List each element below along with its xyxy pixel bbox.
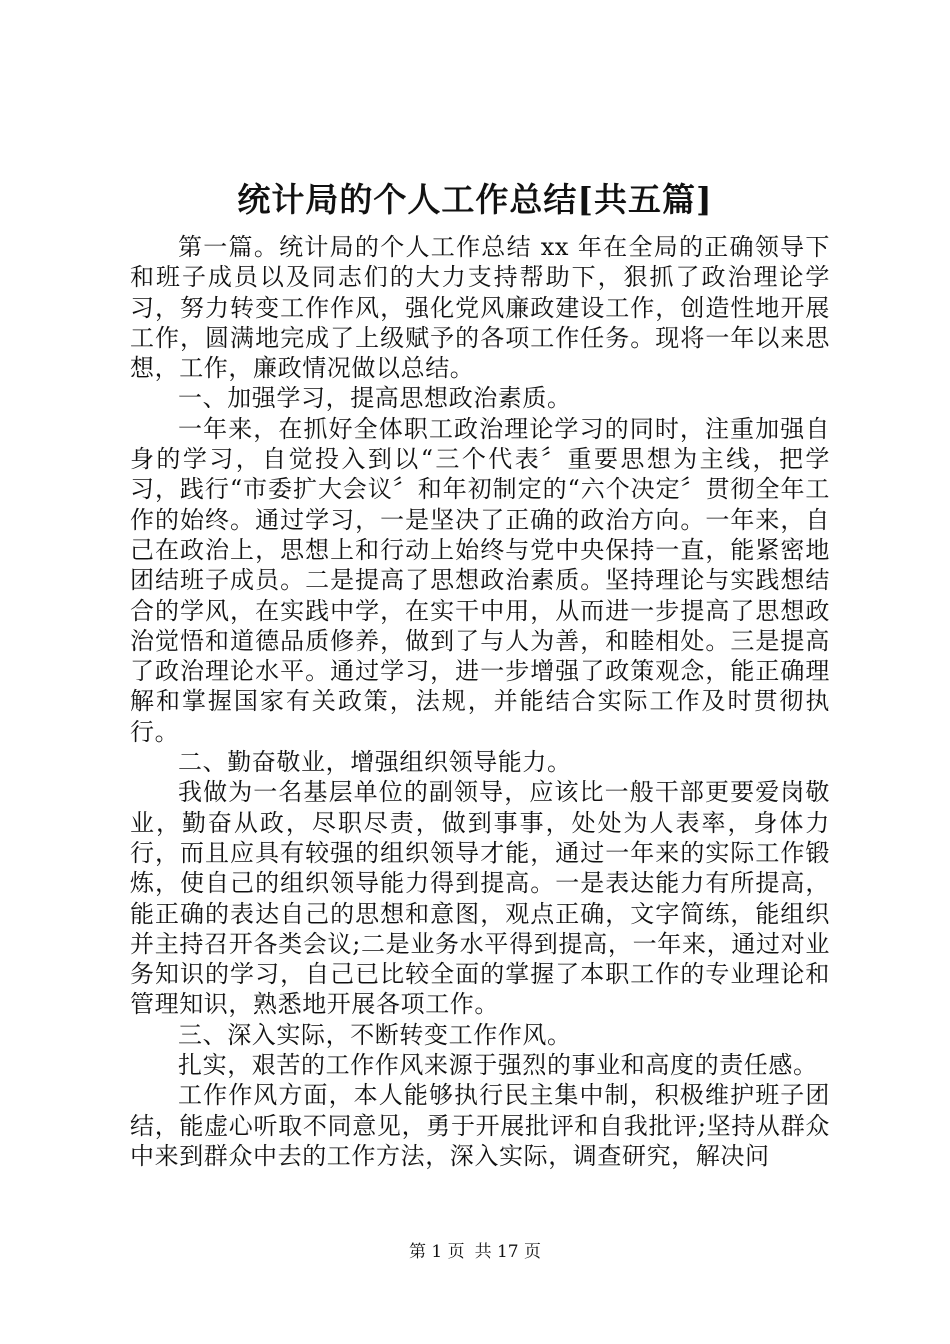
paragraph-work-style: 扎实，艰苦的工作作风来源于强烈的事业和高度的责任感。 [178,1051,818,1080]
paragraph-leadership: 我做为一名基层单位的副领导，应该比一般干部更要爱岗敬业，勤奋从政，尽职尽责，做到事事，处处为人表率，身体力行，而且应具有较强的组织领导才能，通过一年来的实际工作锻炼，使自己的组织领导能力得到提高。一是表达能力有所提高，能正确的表达自己的思想和意图，观点正确，文字简练，能组织并主持召开各类会议;二是业务水平得到提高，一年来，通过对业务知识的学习，自己已比较全面的掌握了本职工作的专业理论和管理知识，熟悉地开展各项工作。 [130,778,830,1019]
section-heading-2: 二、勤奋敬业，增强组织领导能力。 [178,748,572,777]
page-number: 第 1 页 [408,1242,465,1262]
section-heading-3: 三、深入实际，不断转变工作作风。 [178,1020,572,1049]
paragraph-study: 一年来，在抓好全体职工政治理论学习的同时，注重加强自身的学习，自觉投入到以“三个代表〞重要思想为主线，把学习，践行“市委扩大会议〞和年初制定的“六个决定〞贯彻全年工作的始终。通过学习，一是坚决了正确的政治方向。一年来，自己在政治上，思想上和行动上始终与党中央保持一直，能紧密地团结班子成员。二是提高了思想政治素质。坚持理论与实践想结合的学风，在实践中学，在实干中用，从而进一步提高了思想政治觉悟和道德品质修养，做到了与人为善，和睦相处。三是提高了政治理论水平。通过学习，进一步增强了政策观念，能正确理解和掌握国家有关政策，法规，并能结合实际工作及时贯彻执行。 [130,414,830,746]
document-title: 统计局的个人工作总结[共五篇] [237,180,713,219]
page-footer [0,1240,950,1264]
section-heading-1: 一、加强学习，提高思想政治素质。 [178,384,572,413]
page-total: 共 17 页 [474,1242,542,1262]
paragraph-intro: 第一篇。统计局的个人工作总结 xx 年在全局的正确领导下和班子成员以及同志们的大力支持帮助下，狠抓了政治理论学习，努力转变工作作风，强化党风廉政建设工作，创造性地开展工作，圆满地完成了上级赋予的各项工作任务。现将一年以来思想，工作，廉政情况做以总结。 [130,233,830,383]
paragraph-work-style-detail: 工作作风方面，本人能够执行民主集中制，积极维护班子团结，能虚心听取不同意见，勇于开展批评和自我批评;坚持从群众中来到群众中去的工作方法，深入实际，调查研究，解决问 [130,1081,830,1170]
document-body [130,232,830,1171]
